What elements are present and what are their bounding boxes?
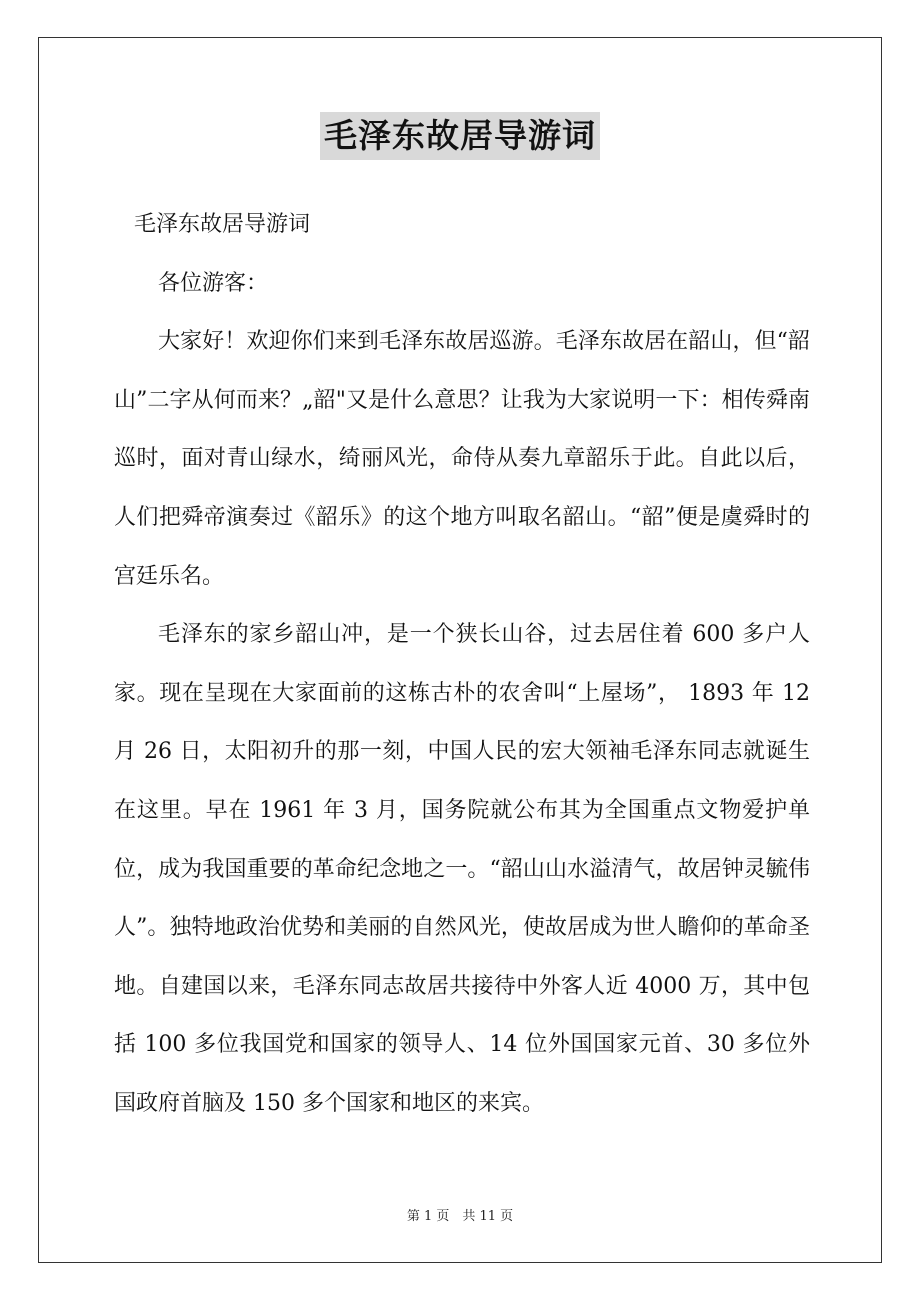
document-body [114, 196, 810, 1134]
paragraph-1: 大家好！欢迎你们来到毛泽东故居巡游。毛泽东故居在韶山，但“韶山”二字从何而来？„韶"又是什么意思？让我为大家说明一下：相传舜南巡时，面对青山绿水，绮丽风光，命侍从奏九章韶乐于此。自此以后，人们把舜帝演奏过《韶乐》的这个地方叫取名韶山。“韶”便是虞舜时的宫廷乐名。 [114, 329, 810, 589]
document-subtitle: 毛泽东故居导游词 [134, 212, 311, 237]
document-title: 毛泽东故居导游词 [320, 112, 600, 160]
greeting: 各位游客： [158, 270, 269, 296]
page-footer: 第 1 页 共 11 页 [406, 1209, 514, 1224]
paragraph-2: 毛泽东的家乡韶山冲，是一个狭长山谷，过去居住着 600 多户人家。现在呈现在大家面前的这栋古朴的农舍叫“上屋场”， 1893 年 12 月 26 日，太阳初升的那一刻，中国人民的宏大领袖毛泽东同志就诞生在这里。早在 1961 年 3 月，国务院就公布其为全国重点文物爱护单位，成为我国重要的革命纪念地之一。“韶山山水溢清气，故居钟灵毓伟人”。独特地政治优势和美丽的自然风光，使故居成为世人瞻仰的革命圣地。自建国以来，毛泽东同志故居共接待中外客人近 4000 万，其中包括 100 多位我国党和国家的领导人、14 位外国国家元首、30 多位外国政府首脑及 150 多个国家和地区的来宾。 [114, 622, 810, 1116]
title-area [0, 112, 920, 160]
